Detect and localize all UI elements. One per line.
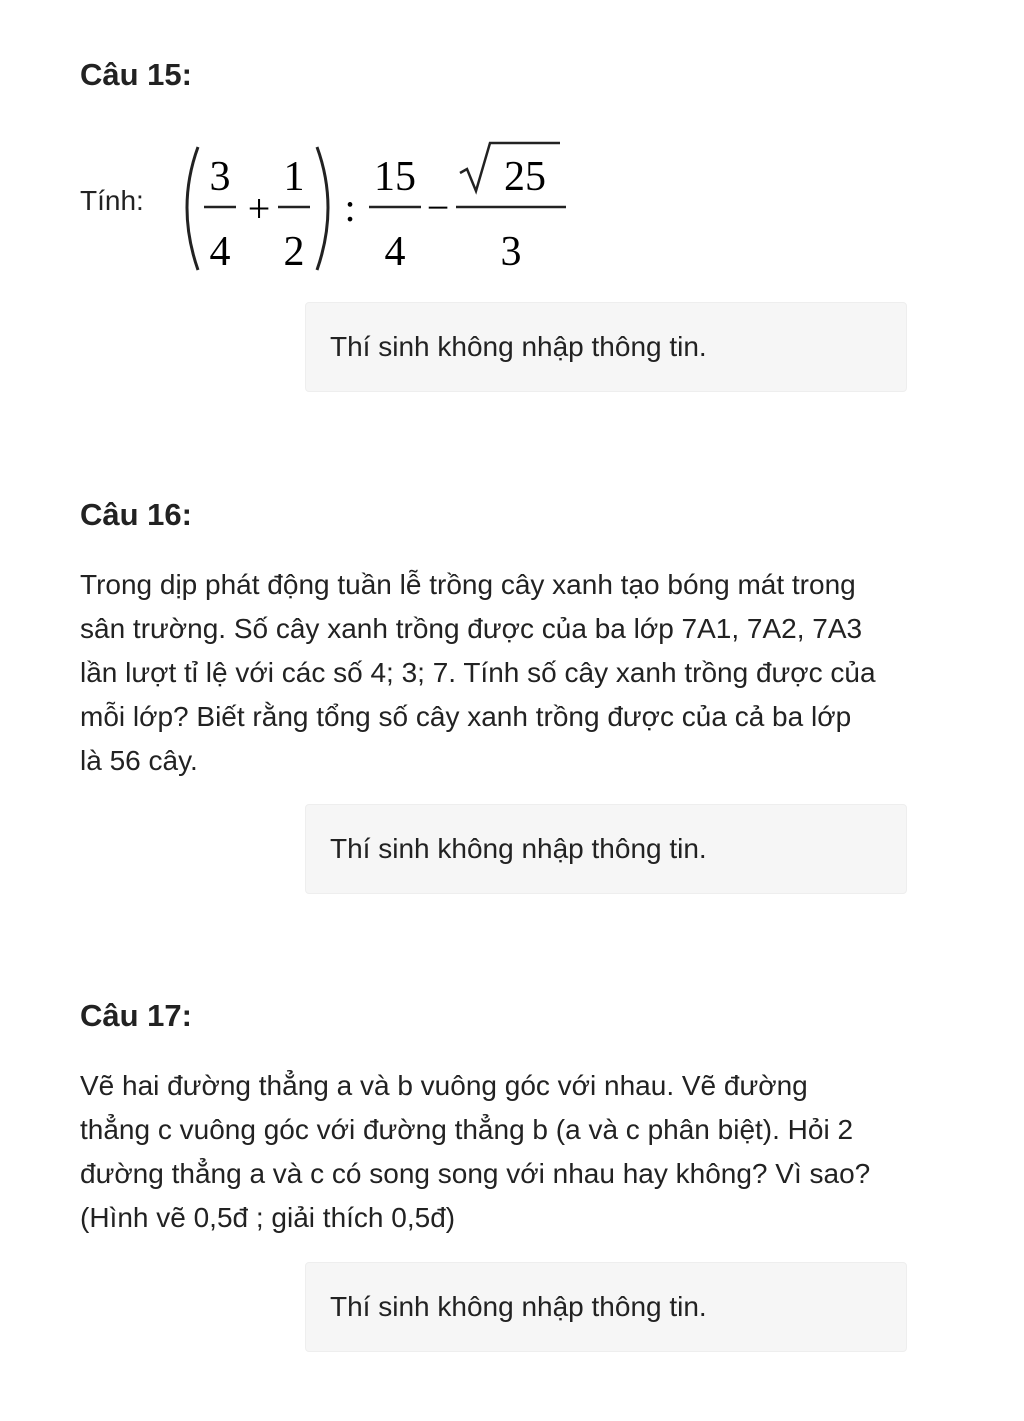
question-15 [80, 55, 950, 95]
question-text-line: đường thẳng a và c có song song với nhau hay không? Vì sao? [80, 1158, 871, 1189]
question-text-line: là 56 cây. [80, 745, 198, 776]
question-16 [80, 495, 950, 783]
answer-box-15 [305, 302, 907, 392]
left-paren [187, 147, 198, 270]
math-formula [170, 135, 670, 285]
question-title: Câu 16: [80, 497, 192, 532]
fraction-1-numerator: 3 [209, 154, 231, 200]
answer-text: Thí sinh không nhập thông tin. [330, 1291, 707, 1322]
right-paren [317, 147, 328, 270]
question-text-line: (Hình vẽ 0,5đ ; giải thích 0,5đ) [80, 1202, 456, 1233]
formula-row [80, 135, 600, 280]
fraction-2-denominator: 2 [283, 229, 305, 275]
formula-label: Tính: [80, 185, 144, 216]
question-title: Câu 17: [80, 998, 192, 1033]
answer-box-16 [305, 804, 907, 894]
question-text-line: thẳng c vuông góc với đường thẳng b (a và c phân biệt). Hỏi 2 [80, 1114, 854, 1145]
fraction-2-numerator: 1 [283, 154, 305, 200]
answer-box-17 [305, 1262, 907, 1352]
question-text-line: lần lượt tỉ lệ với các số 4; 3; 7. Tính số cây xanh trồng được của [80, 657, 876, 688]
question-text-line: sân trường. Số cây xanh trồng được của ba lớp 7A1, 7A2, 7A3 [80, 613, 863, 644]
question-text-line: mỗi lớp? Biết rằng tổng số cây xanh trồng được của cả ba lớp [80, 701, 852, 732]
answer-text: Thí sinh không nhập thông tin. [330, 331, 707, 362]
plus-sign: + [247, 186, 271, 231]
question-text-line: Vẽ hai đường thẳng a và b vuông góc với nhau. Vẽ đường [80, 1070, 808, 1101]
answer-text: Thí sinh không nhập thông tin. [330, 833, 707, 864]
fraction-1-denominator: 4 [209, 229, 231, 275]
question-text-line: Trong dịp phát động tuần lễ trồng cây xanh tạo bóng mát trong [80, 569, 856, 600]
fraction-3-numerator: 15 [374, 154, 416, 200]
sqrt-radicand: 25 [504, 154, 546, 200]
minus-sign: − [426, 185, 450, 230]
fraction-4-denominator: 3 [500, 229, 522, 275]
fraction-3-denominator: 4 [384, 229, 406, 275]
colon-sign: : [344, 185, 356, 230]
question-title: Câu 15: [80, 57, 192, 92]
question-17 [80, 996, 950, 1240]
